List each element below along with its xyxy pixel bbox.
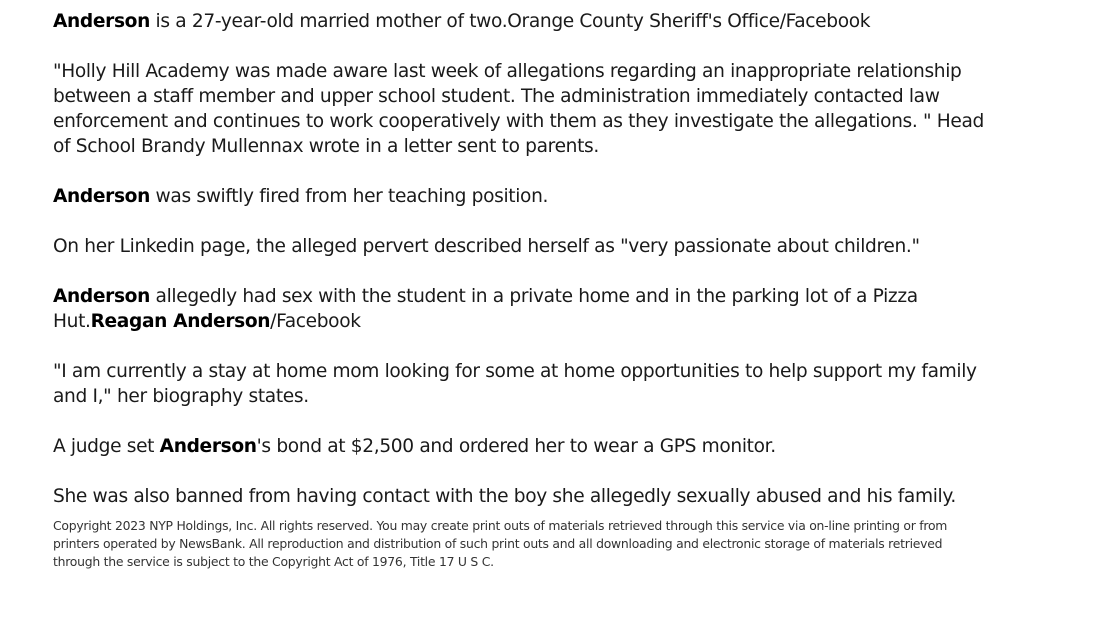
paragraph-8 <box>53 484 998 509</box>
paragraph-text: On her Linkedin page, the alleged pervert described herself as "very passionate about children." <box>53 236 920 257</box>
highlighted-name: Anderson <box>53 186 150 207</box>
paragraph-text: She was also banned from having contact with the boy she allegedly sexually abused and his family. <box>53 486 956 507</box>
photo-credit-name: Reagan Anderson <box>90 311 271 332</box>
paragraph-text: is a 27-year-old married mother of two.Orange County Sheriff's Office/Facebook <box>150 11 871 32</box>
paragraph-text: "Holly Hill Academy was made aware last week of allegations regarding an inappropriate relationship between a staff member and upper school student. The administration immediately contacted law enforcement and continues to work cooperatively with them as they investigate the allegations. " Head of School Brandy Mullennax wrote in a letter sent to parents. <box>53 61 984 157</box>
paragraph-7 <box>53 434 998 459</box>
paragraph-2 <box>53 59 998 159</box>
paragraph-text: 's bond at $2,500 and ordered her to wear a GPS monitor. <box>256 436 776 457</box>
paragraph-5 <box>53 284 998 334</box>
paragraph-text: allegedly had sex with the student in a private home and in the parking lot of a Pizza Hut. <box>53 286 918 332</box>
paragraph-prefix: A judge set <box>53 436 160 457</box>
highlighted-name: Anderson <box>53 286 150 307</box>
paragraph-text: "I am currently a stay at home mom looking for some at home opportunities to help support my family and I," her biography states. <box>53 361 977 407</box>
highlighted-name: Anderson <box>53 11 150 32</box>
photo-credit-suffix: /Facebook <box>270 311 361 332</box>
paragraph-6 <box>53 359 998 409</box>
paragraph-text: was swiftly fired from her teaching position. <box>150 186 549 207</box>
paragraph-3 <box>53 184 998 209</box>
copyright-notice: Copyright 2023 NYP Holdings, Inc. All rights reserved. You may create print outs of materials retrieved through this service via on-line printing or from printers operated by NewsBank. All reproduction and distribution of such print outs and all downloading and electronic storage of materials retrieved through the service is subject to the Copyright Act of 1976, Title 17 U S C. <box>53 518 948 569</box>
paragraph-4 <box>53 234 998 259</box>
highlighted-name: Anderson <box>159 436 257 457</box>
paragraph-1 <box>53 9 998 34</box>
article-body <box>53 9 998 571</box>
